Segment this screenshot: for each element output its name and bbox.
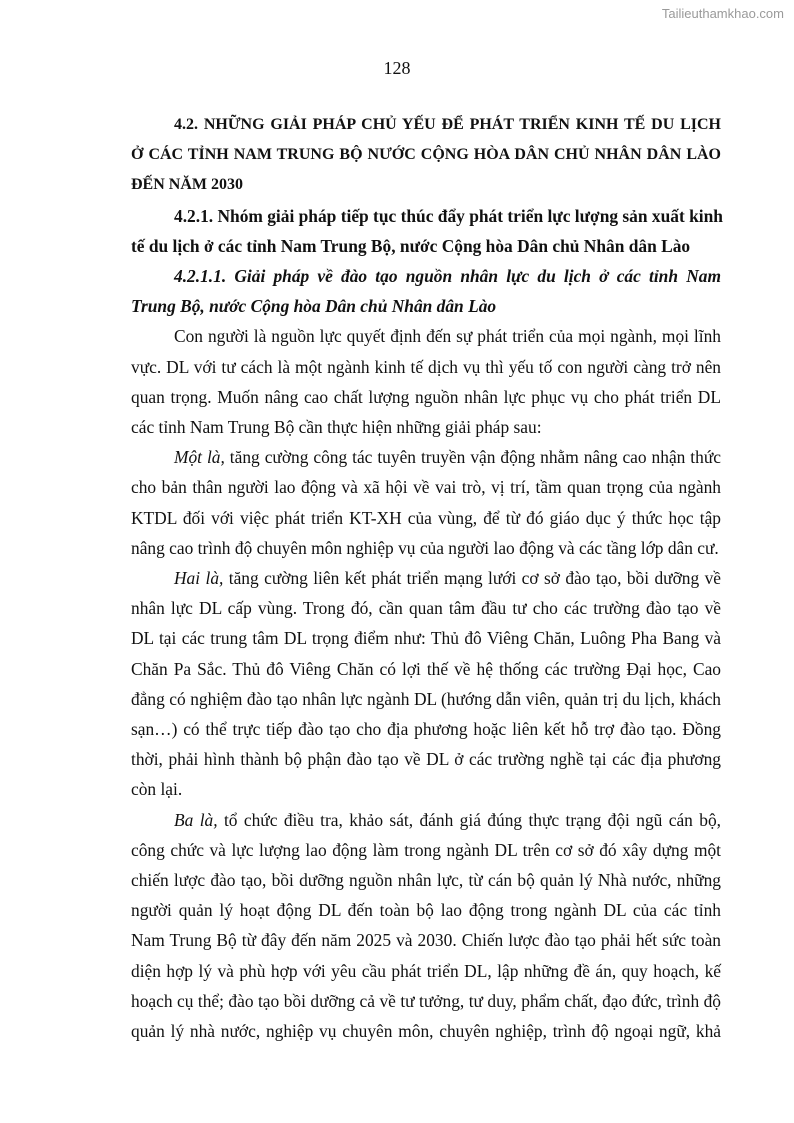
watermark: Tailieuthamkhao.com xyxy=(661,6,784,21)
text-line: nhân lực DL cấp vùng. Trong đó, cần quan tâm đầu tư cho các trường đào tạo về xyxy=(131,598,721,619)
subsection-title xyxy=(131,201,721,261)
subsection-title-line: 4.2.1. Nhóm giải pháp tiếp tục thúc đẩy phát triển lực lượng sản xuất kinh xyxy=(174,205,723,226)
text-line: sạn…) có thể trực tiếp đào tạo cho địa phương hoặc liên kết hỗ trợ đào tạo. Đồng xyxy=(131,719,721,740)
text-line: còn lại. xyxy=(131,779,183,800)
text-fragment: tăng cường công tác tuyên truyền vận động nhằm nâng cao nhận thức xyxy=(224,447,721,468)
section-title xyxy=(131,110,721,201)
text-line: vực. DL với tư cách là một ngành kinh tế dịch vụ thì yếu tố con người càng trở nên xyxy=(131,356,721,377)
section-title-line: 4.2. NHỮNG GIẢI PHÁP CHỦ YẾU ĐỂ PHÁT TRIỂN KINH TẾ DU LỊCH xyxy=(174,116,721,133)
text-line: chiến lược đào tạo, bồi dưỡng nguồn nhân lực, từ cán bộ quản lý Nhà nước, những xyxy=(131,870,721,891)
paragraph-ba-la xyxy=(131,805,721,1047)
page-number: 128 xyxy=(383,58,411,78)
paragraph-intro xyxy=(131,321,721,442)
text-line xyxy=(131,442,721,472)
text-line: Con người là nguồn lực quyết định đến sự phát triển của mọi ngành, mọi lĩnh xyxy=(174,326,721,347)
text-line: các tỉnh Nam Trung Bộ cần thực hiện những giải pháp sau: xyxy=(131,417,542,438)
text-line: Nam Trung Bộ từ đây đến năm 2025 và 2030. Chiến lược đào tạo phải hết sức toàn xyxy=(131,930,721,951)
text-line: cho bản thân người lao động và xã hội về vai trò, vị trí, tầm quan trọng của ngành xyxy=(131,477,721,498)
text-line: người quản lý hoạt động DL đến toàn bộ lao động trong ngành DL của các tỉnh xyxy=(131,900,721,921)
text-line: Chăn Pa Sắc. Thủ đô Viêng Chăn có lợi thế về hệ thống các trường Đại học, Cao xyxy=(131,658,721,679)
text-line: nâng cao trình độ chuyên môn nghiệp vụ của người lao động và các tầng lớp dân cư. xyxy=(131,537,719,558)
section-title-line: ĐẾN NĂM 2030 xyxy=(131,176,243,194)
lead-phrase: Ba là, xyxy=(174,809,218,830)
text-line: công chức và lực lượng lao động làm trong ngành DL trên cơ sở đó xây dựng một xyxy=(131,839,721,860)
text-fragment: tăng cường liên kết phát triển mạng lưới cơ sở đào tạo, bồi dưỡng về xyxy=(223,568,721,589)
section-title-line: Ở CÁC TỈNH NAM TRUNG BỘ NƯỚC CỘNG HÒA DÂN CHỦ NHÂN DÂN LÀO xyxy=(131,146,721,164)
text-line: quản lý nhà nước, nghiệp vụ chuyên môn, chuyên nghiệp, trình độ ngoại ngữ, khả xyxy=(131,1021,721,1042)
subsubsection-title xyxy=(131,261,721,321)
text-line: quan trọng. Muốn nâng cao chất lượng nguồn nhân lực phục vụ cho phát triển DL xyxy=(131,386,721,407)
subsection-title-line: tế du lịch ở các tỉnh Nam Trung Bộ, nước Cộng hòa Dân chủ Nhân dân Lào xyxy=(131,235,691,256)
lead-phrase: Hai là, xyxy=(174,568,224,589)
text-line xyxy=(131,563,721,593)
text-line: đẳng có nghiệm đào tạo nhân lực ngành DL (hướng dẫn viên, quản trị du lịch, khách xyxy=(131,688,721,709)
text-line: DL tại các trung tâm DL trọng điểm như: Thủ đô Viêng Chăn, Luông Pha Bang và xyxy=(131,628,721,649)
subsubsection-title-line: 4.2.1.1. Giải pháp về đào tạo nguồn nhân lực du lịch ở các tỉnh Nam xyxy=(174,266,721,287)
subsubsection-title-line: Trung Bộ, nước Cộng hòa Dân chủ Nhân dân Lào xyxy=(131,296,497,317)
text-line xyxy=(131,805,721,835)
text-line: diện hợp lý và phù hợp với yêu cầu phát triển DL, lập những đề án, quy hoạch, kế xyxy=(131,960,721,981)
paragraph-hai-la xyxy=(131,563,721,805)
lead-phrase: Một là, xyxy=(174,447,225,468)
text-fragment: tổ chức điều tra, khảo sát, đánh giá đúng thực trạng đội ngũ cán bộ, xyxy=(217,809,721,830)
text-line: KTDL đối với việc phát triển KT-XH của vùng, để từ đó giáo dục ý thức học tập xyxy=(131,507,721,528)
text-line: hoạch cụ thể; đào tạo bồi dưỡng cả về tư tưởng, tư duy, phẩm chất, đạo đức, trình độ xyxy=(131,990,721,1011)
text-line: thời, phải hình thành bộ phận đào tạo về DL ở các trường nghề tại các địa phương xyxy=(131,749,721,770)
paragraph-mot-la xyxy=(131,442,721,563)
page-content xyxy=(131,110,721,1046)
